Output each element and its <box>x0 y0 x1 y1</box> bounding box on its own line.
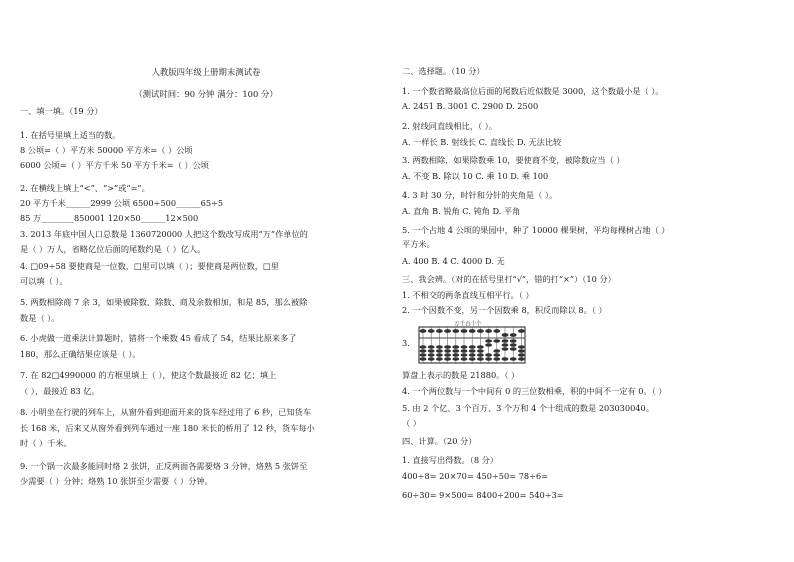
abacus-bead <box>493 339 500 343</box>
question-line: 8. 小明坐在行驶的列车上，从窗外看到迎面开来的货车经过用了 6 秒，已知货车 <box>20 407 312 417</box>
abacus-bead <box>477 349 484 353</box>
question-line: 3. 2013 年底中国人口总数是 1360720000 人把这个数改写成用“万”作单位的 <box>20 229 308 239</box>
question-line: （ ） <box>402 418 421 428</box>
question-line: 少需要（ ）分钟；烙熟 10 张饼至少需要（ ）分钟。 <box>20 476 213 486</box>
abacus-bead <box>420 329 427 333</box>
question-line: 2. 射线同直线相比，（ ）。 <box>402 121 497 131</box>
exam-title: 人教版四年级上册期末测试卷 <box>151 67 261 77</box>
abacus-bead <box>510 343 517 347</box>
abacus-bead <box>518 353 525 357</box>
abacus-bead <box>493 357 500 361</box>
abacus-bead <box>502 357 509 361</box>
abacus-bead <box>452 345 459 349</box>
abacus-bead <box>469 345 476 349</box>
question-line: 2. 一个因数不变，另一个因数乘 8，积反而除以 8。（ ） <box>402 305 607 315</box>
question-line: 1. 不相交的两条直线互相平行。（ ） <box>402 290 534 300</box>
abacus-bead <box>477 329 484 333</box>
abacus-place-labels: 万千百十个 <box>454 321 482 328</box>
abacus-bead <box>436 353 443 357</box>
abacus-bead <box>502 333 509 337</box>
question-line: 60÷30= 9×500= 8400÷200= 540÷3= <box>402 490 564 500</box>
question-line: 20 平方千米______2999 公顷 6500÷500______65÷5 <box>20 198 224 208</box>
abacus-bead <box>477 353 484 357</box>
abacus-bead <box>452 329 459 333</box>
question-line: A. 一样长 B. 射线长 C. 直线长 D. 无法比较 <box>402 137 562 147</box>
abacus-bead <box>469 329 476 333</box>
abacus-bead <box>428 349 435 353</box>
question-line: 3. 两数相除，如果除数乘 10，要使商不变，被除数应当（ ） <box>402 155 625 165</box>
question-line: 4. □09÷58 要使商是一位数，□里可以填（ ）；要使商是两位数，□里 <box>20 261 279 271</box>
section-fill-heading: 一、填一填。（19 分） <box>20 106 103 116</box>
abacus-bead <box>461 345 468 349</box>
abacus-bead <box>420 349 427 353</box>
question-line: 400÷8= 20×70= 450÷50= 78÷6= <box>402 471 549 481</box>
question-line: 180，那么正确结果应该是（ ）。 <box>20 349 141 359</box>
abacus-image <box>418 320 526 364</box>
abacus-bead <box>428 357 435 361</box>
question-line: 9. 一个锅一次最多能同时烙 2 张饼，正反两面各需要烙 3 分钟，烙熟 5 张饼至 <box>20 461 308 471</box>
question-line: 是（ ）万人，省略亿位后面的尾数约是（ ）亿人。 <box>20 244 206 254</box>
abacus-bead <box>518 329 525 333</box>
abacus-bead <box>420 353 427 357</box>
abacus-bead <box>452 357 459 361</box>
abacus-bead <box>493 329 500 333</box>
question-line: 可以填（ ）。 <box>20 276 68 286</box>
abacus-bead <box>493 353 500 357</box>
abacus-bead <box>485 339 492 343</box>
abacus-bead <box>461 353 468 357</box>
abacus-bead <box>444 357 451 361</box>
question-line: 5. 一个占地 4 公顷的果园中，种了 10000 棵果树，平均每棵树占地（ ） <box>402 225 670 235</box>
abacus-bead <box>485 357 492 361</box>
abacus-bead <box>444 329 451 333</box>
abacus-bead <box>518 349 525 353</box>
question-line: 3. <box>402 338 410 348</box>
abacus-bead <box>436 349 443 353</box>
abacus-bead <box>502 339 509 343</box>
question-line: 长 168 米，后来又从窗外看到列车通过一座 180 米长的桥用了 12 秒，货车每小 <box>20 423 315 433</box>
abacus-bead <box>502 343 509 347</box>
question-line: 4. 一个两位数与一个中间有 0 的三位数相乘，积的中间不一定有 0。（ ） <box>402 386 667 396</box>
question-line: A. 直角 B. 锐角 C. 钝角 D. 平角 <box>402 206 521 216</box>
question-line: 5. 由 2 个亿、3 个百万、3 个万和 4 个十组成的数是 203030040。 <box>402 403 654 413</box>
abacus-bead <box>485 343 492 347</box>
abacus-bead <box>452 349 459 353</box>
abacus-bead <box>444 353 451 357</box>
question-line: 1. 一个数省略最高位后面的尾数后近似数是 3000，这个数最小是（ ）。 <box>402 86 664 96</box>
question-line: A. 不变 B. 除以 10 C. 乘 10 D. 乘 100 <box>402 171 549 181</box>
abacus-bead <box>428 345 435 349</box>
abacus-bead <box>477 357 484 361</box>
question-line: 数是（ ）。 <box>20 313 60 323</box>
abacus-bead <box>436 329 443 333</box>
question-line: 6000 公顷=（ ）平方千米 50 平方千米=（ ）公顷 <box>20 160 209 170</box>
abacus-bead <box>469 357 476 361</box>
question-line: 时（ ）千米。 <box>20 438 72 448</box>
abacus-bead <box>428 353 435 357</box>
abacus-bead <box>502 347 509 351</box>
question-line: A. 400 B. 4 C. 4000 D. 无 <box>402 256 505 266</box>
question-line: 85 万________850001 120×50______12×500 <box>20 213 199 223</box>
question-line: 1. 在括号里填上适当的数。 <box>20 130 121 140</box>
abacus-bead <box>485 329 492 333</box>
question-line: 8 公顷=（ ）平方米 50000 平方米=（ ）公顷 <box>20 145 193 155</box>
abacus-bead <box>428 329 435 333</box>
abacus-bead <box>444 349 451 353</box>
abacus-bead <box>452 353 459 357</box>
question-line: 1. 直接写出得数。（8 分） <box>402 455 499 465</box>
section-choice-heading: 二、选择题。（10 分） <box>402 66 485 76</box>
question-line: 6. 小虎做一道乘法计算题时，错将一个乘数 45 看成了 54，结果比原来多了 <box>20 333 297 343</box>
section-judge-heading: 三、我会辨。（对的在括号里打“√”，错的打“×”）（10 分） <box>402 274 616 284</box>
abacus-bead <box>510 339 517 343</box>
abacus-bead <box>510 333 517 337</box>
abacus-bead <box>493 349 500 353</box>
abacus-bead <box>420 345 427 349</box>
question-line: 2. 在横线上填上“<”、“>”或“=”。 <box>20 183 150 193</box>
question-line: （ ），最接近 83 亿。 <box>20 386 100 396</box>
question-line: 7. 在 82□4990000 的方框里填上（ ），使这个数最接近 82 亿；填上 <box>20 370 277 380</box>
abacus-bead <box>485 353 492 357</box>
question-line: 算盘上表示的数是 21880。（ ） <box>402 370 520 380</box>
exam-subtitle: （测试时间：90 分钟 满分：100 分） <box>134 89 278 99</box>
abacus-bead <box>436 357 443 361</box>
abacus-bead <box>461 329 468 333</box>
question-line: 平方米。 <box>402 239 435 249</box>
abacus-bead <box>518 345 525 349</box>
abacus-bead <box>510 347 517 351</box>
abacus-bead <box>461 349 468 353</box>
abacus-bead <box>420 357 427 361</box>
section-calc-heading: 四、计算。（20 分） <box>402 436 477 446</box>
abacus-bead <box>510 357 517 361</box>
question-line: 4. 3 时 30 分，时针和分针的夹角是（ ）。 <box>402 190 558 200</box>
question-line: A. 2451 B. 3001 C. 2900 D. 2500 <box>402 101 539 111</box>
abacus-bead <box>518 357 525 361</box>
abacus-bead <box>436 345 443 349</box>
abacus-bead <box>469 353 476 357</box>
question-line: 5. 两数相除商 7 余 3，如果被除数、除数、商及余数相加，和是 85，那么被除 <box>20 297 308 307</box>
abacus-bead <box>461 357 468 361</box>
abacus-bead <box>469 349 476 353</box>
abacus-bead <box>477 345 484 349</box>
abacus-bead <box>444 345 451 349</box>
